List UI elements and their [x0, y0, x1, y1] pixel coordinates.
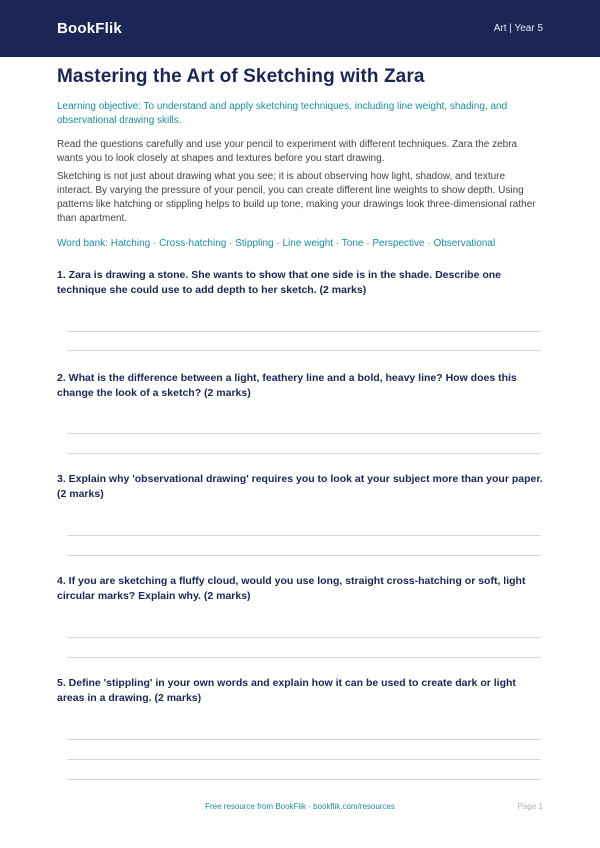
question-3: 3. Explain why 'observational drawing' requires you to look at your subject more than your paper. (2 marks) — [57, 473, 543, 500]
subject-year-label: Art | Year 5 — [493, 23, 543, 34]
answer-line[interactable] — [67, 433, 541, 434]
intro-text: Read the questions carefully and use your pencil to experiment with different techniques. Zara the zebra wants you to look closely at shapes and textures before you start drawing. — [57, 139, 518, 164]
answer-line[interactable] — [67, 637, 541, 638]
answer-line[interactable] — [67, 350, 541, 351]
answer-line[interactable] — [67, 453, 541, 454]
page-number: Page 1 — [517, 802, 543, 811]
page-header — [0, 0, 600, 57]
answer-line[interactable] — [67, 657, 541, 658]
footer-credit: Free resource from BookFlik · bookflik.com/resources — [205, 802, 395, 811]
body-paragraph: Sketching is not just about drawing what you see; it is about observing how light, shadow, and texture interact. By varying the pressure of your pencil, you can create different line weights to show depth. Using patterns like hatching or stippling helps to build up tone, making your drawings look three-dimensional rather than apartment. — [57, 171, 536, 224]
question-2: 2. What is the difference between a light, feathery line and a bold, heavy line? How does this change the look of a sketch? (2 marks) — [57, 372, 517, 399]
answer-line[interactable] — [67, 759, 541, 760]
question-1: 1. Zara is drawing a stone. She wants to show that one side is in the shade. Describe one technique she could use to add depth to her sketch. (2 marks) — [57, 269, 502, 296]
answer-line[interactable] — [67, 555, 541, 556]
page-title: Mastering the Art of Sketching with Zara — [57, 66, 425, 87]
answer-line[interactable] — [67, 739, 541, 740]
answer-line[interactable] — [67, 331, 541, 332]
question-4: 4. If you are sketching a fluffy cloud, would you use long, straight cross-hatching or soft, light circular marks? Explain why. (2 marks) — [57, 575, 526, 602]
brand-logo-text: BookFlik — [57, 20, 122, 37]
word-bank: Word bank: Hatching · Cross-hatching · Stippling · Line weight · Tone · Perspective · Observational — [57, 238, 496, 249]
answer-line[interactable] — [67, 779, 541, 780]
learning-objective: Learning objective: To understand and apply sketching techniques, including line weight, shading, and observational drawing skills. — [57, 101, 508, 126]
answer-line[interactable] — [67, 535, 541, 536]
question-5: 5. Define 'stippling' in your own words and explain how it can be used to create dark or light areas in a drawing. (2 marks) — [57, 677, 516, 704]
